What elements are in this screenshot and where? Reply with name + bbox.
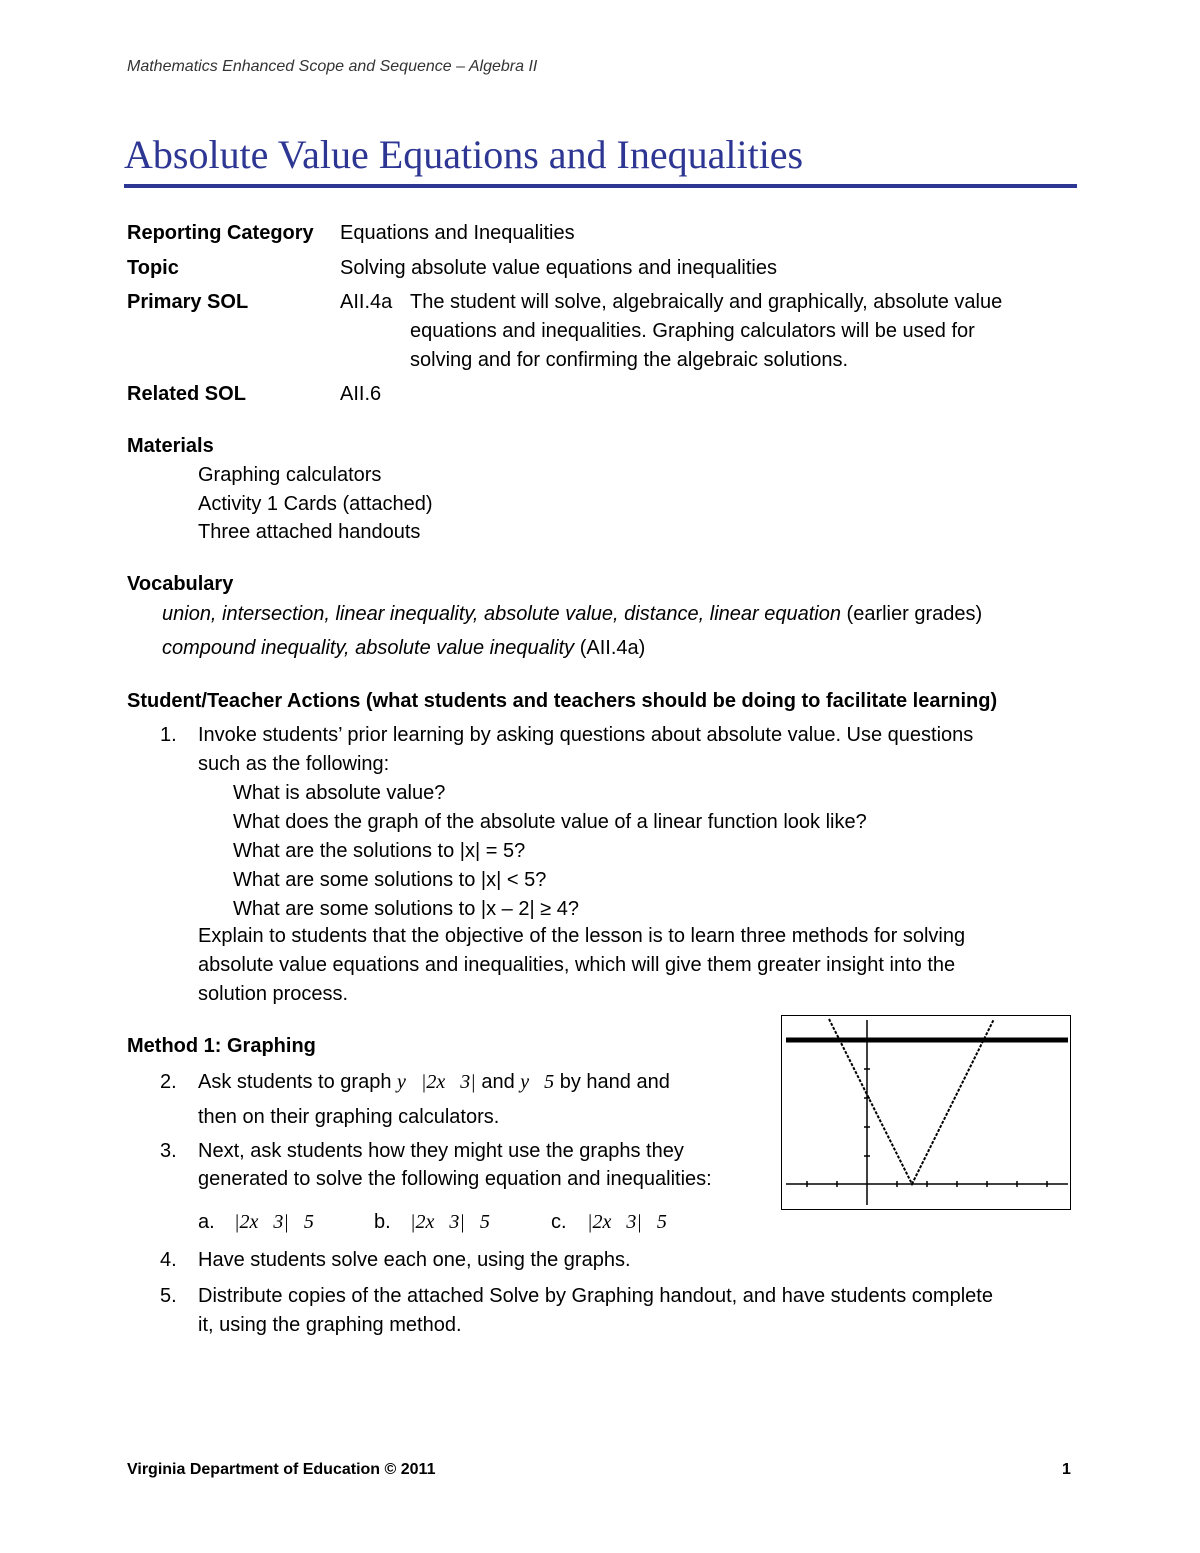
step-number: 2. <box>160 1071 177 1093</box>
vocabulary-grade-note: (earlier grades) <box>846 603 983 625</box>
explain-text: absolute value equations and inequalities, which will give them greater insight into the <box>198 954 956 976</box>
materials-item: Three attached handouts <box>198 521 421 543</box>
equation-expression: y 5 <box>520 1071 555 1093</box>
equation-expression: y |2x 3| <box>397 1071 476 1093</box>
step-number: 1. <box>160 724 177 746</box>
primary-sol-label: Primary SOL <box>127 291 249 313</box>
step-text: generated to solve the following equation and inequalities: <box>198 1168 712 1190</box>
absolute-value-curve <box>829 1019 994 1184</box>
step-number: 4. <box>160 1249 177 1271</box>
vocabulary-terms: union, intersection, linear inequality, absolute value, distance, linear equation <box>162 603 841 625</box>
part-label: b. <box>374 1211 391 1233</box>
vocabulary-line-1 <box>162 600 982 628</box>
reporting-category-value: Equations and Inequalities <box>340 222 575 244</box>
actions-heading: Student/Teacher Actions (what students and teachers should be doing to facilitate learning) <box>127 690 998 712</box>
title-rule <box>124 184 1077 188</box>
running-header: Mathematics Enhanced Scope and Sequence – Algebra II <box>127 58 538 75</box>
question-item: What is absolute value? <box>233 782 446 804</box>
reporting-category-label: Reporting Category <box>127 222 314 244</box>
step-text: Invoke students’ prior learning by asking questions about absolute value. Use questions <box>198 724 974 746</box>
primary-sol-line: The student will solve, algebraically and graphically, absolute value <box>410 291 1003 313</box>
question-item: What does the graph of the absolute value of a linear function look like? <box>233 811 867 833</box>
step-text: then on their graphing calculators. <box>198 1106 500 1128</box>
step2-line <box>198 1068 670 1096</box>
step-text: such as the following: <box>198 753 390 775</box>
topic-value: Solving absolute value equations and inequalities <box>340 257 777 279</box>
step-number: 3. <box>160 1140 177 1162</box>
primary-sol-line: equations and inequalities. Graphing calculators will be used for <box>410 320 975 342</box>
calculator-graph <box>781 1015 1071 1210</box>
materials-item: Graphing calculators <box>198 464 382 486</box>
step2-text: and <box>481 1071 515 1093</box>
question-item: What are some solutions to |x| < 5? <box>233 869 547 891</box>
part-expression: |2x 3| 5 <box>587 1211 667 1233</box>
related-sol-label: Related SOL <box>127 383 246 405</box>
part-expression: |2x 3| 5 <box>234 1211 314 1233</box>
step-text: Distribute copies of the attached Solve by Graphing handout, and have students complete <box>198 1285 993 1307</box>
primary-sol-code: AII.4a <box>340 291 393 313</box>
method1-heading: Method 1: Graphing <box>127 1035 316 1057</box>
vocabulary-terms: compound inequality, absolute value inequality <box>162 637 575 659</box>
materials-heading: Materials <box>127 435 214 457</box>
step-text: Have students solve each one, using the graphs. <box>198 1249 631 1271</box>
primary-sol-line: solving and for confirming the algebraic solutions. <box>410 349 849 371</box>
page-number: 1 <box>1062 1461 1071 1478</box>
question-item: What are some solutions to |x – 2| ≥ 4? <box>233 898 579 920</box>
part-label: a. <box>198 1211 215 1233</box>
part-label: c. <box>551 1211 567 1233</box>
absolute-value-graph <box>782 1016 1070 1209</box>
vocabulary-sol-note: (AII.4a) <box>579 637 646 659</box>
materials-item: Activity 1 Cards (attached) <box>198 493 433 515</box>
topic-label: Topic <box>127 257 179 279</box>
step-number: 5. <box>160 1285 177 1307</box>
step2-text: by hand and <box>559 1071 670 1093</box>
explain-text: Explain to students that the objective of the lesson is to learn three methods for solving <box>198 925 966 947</box>
related-sol-value: AII.6 <box>340 383 382 405</box>
part-expression: |2x 3| 5 <box>410 1211 490 1233</box>
page-title: Absolute Value Equations and Inequalities <box>124 132 804 177</box>
step2-text: Ask students to graph <box>198 1071 392 1093</box>
vocabulary-line-2 <box>162 634 645 662</box>
vocabulary-heading: Vocabulary <box>127 573 234 595</box>
step-text: it, using the graphing method. <box>198 1314 462 1336</box>
footer-copyright: Virginia Department of Education © 2011 <box>127 1461 436 1478</box>
explain-text: solution process. <box>198 983 349 1005</box>
step-text: Next, ask students how they might use the graphs they <box>198 1140 684 1162</box>
question-item: What are the solutions to |x| = 5? <box>233 840 526 862</box>
